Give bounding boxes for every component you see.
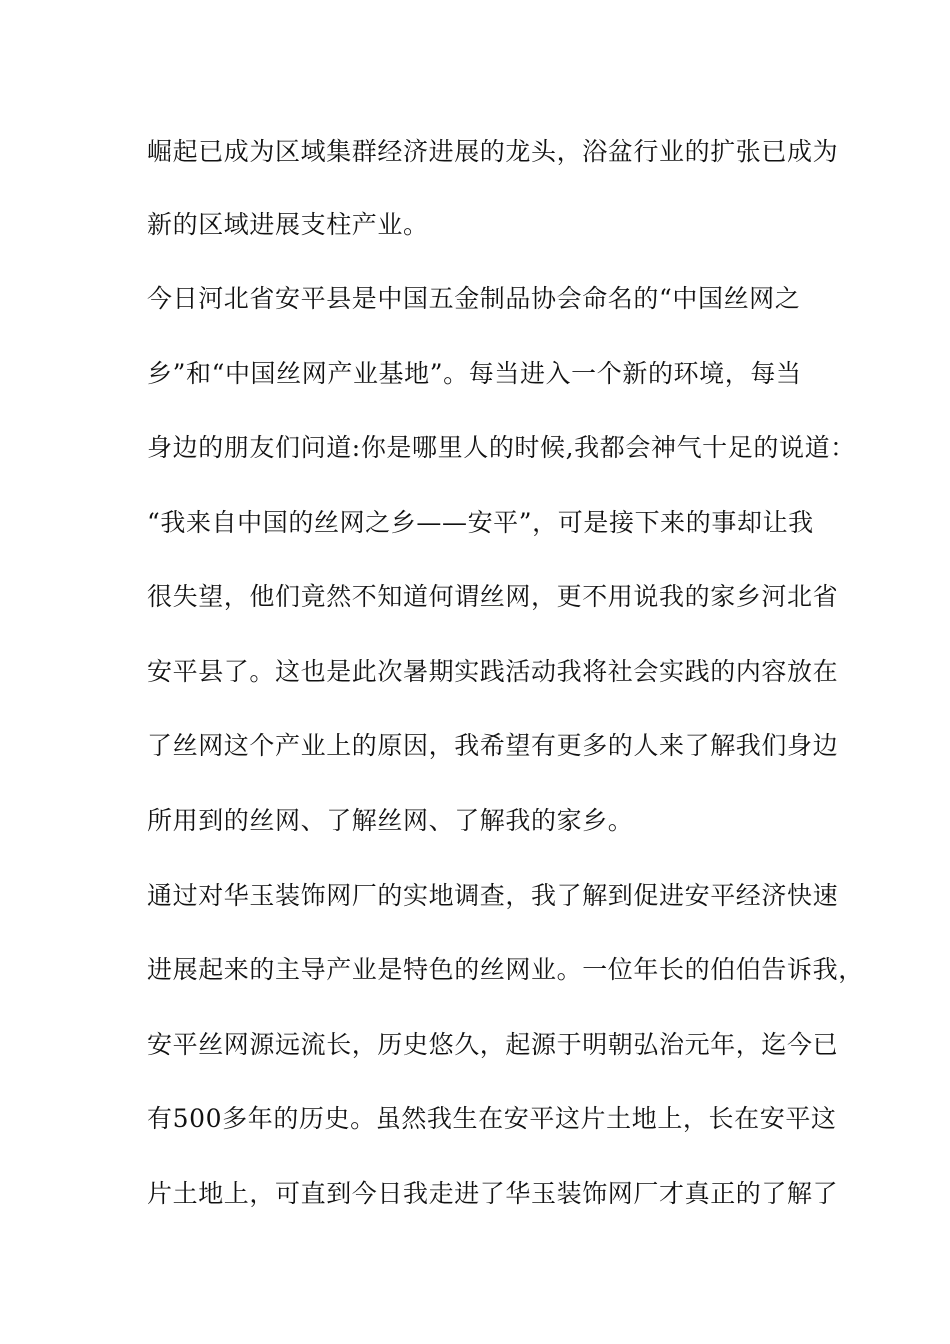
text-line: 进展起来的主导产业是特色的丝网业。一位年长的伯伯告诉我，: [147, 955, 864, 984]
text-line: “我来自中国的丝网之乡——安平”，可是接下来的事却让我: [147, 508, 814, 537]
text-line: 有500多年的历史。虽然我生在安平这片土地上，长在安平这: [147, 1104, 837, 1133]
text-line: 片土地上，可直到今日我走进了华玉装饰网厂才真正的了解了: [147, 1179, 839, 1208]
text-line: 乡”和“中国丝网产业基地”。每当进入一个新的环境，每当: [147, 359, 802, 388]
text-line: 安平县了。这也是此次暑期实践活动我将社会实践的内容放在: [147, 657, 839, 686]
text-line: 很失望，他们竟然不知道何谓丝网，更不用说我的家乡河北省: [147, 582, 839, 611]
text-line: 了丝网这个产业上的原因，我希望有更多的人来了解我们身边: [147, 731, 839, 760]
text-line: 所用到的丝网、了解丝网、了解我的家乡。: [147, 806, 634, 835]
text-line: 崛起已成为区域集群经济进展的龙头，浴盆行业的扩张已成为: [147, 137, 839, 166]
text-line: 新的区域进展支柱产业。: [147, 210, 429, 239]
text-line: 身边的朋友们问道:你是哪里人的时候,我都会神气十足的说道：: [147, 433, 856, 462]
text-line: 安平丝网源远流长，历史悠久，起源于明朝弘治元年，迄今已: [147, 1030, 839, 1059]
text-line: 今日河北省安平县是中国五金制品协会命名的“中国丝网之: [147, 284, 801, 313]
text-line: 通过对华玉装饰网厂的实地调查，我了解到促进安平经济快速: [147, 881, 839, 910]
